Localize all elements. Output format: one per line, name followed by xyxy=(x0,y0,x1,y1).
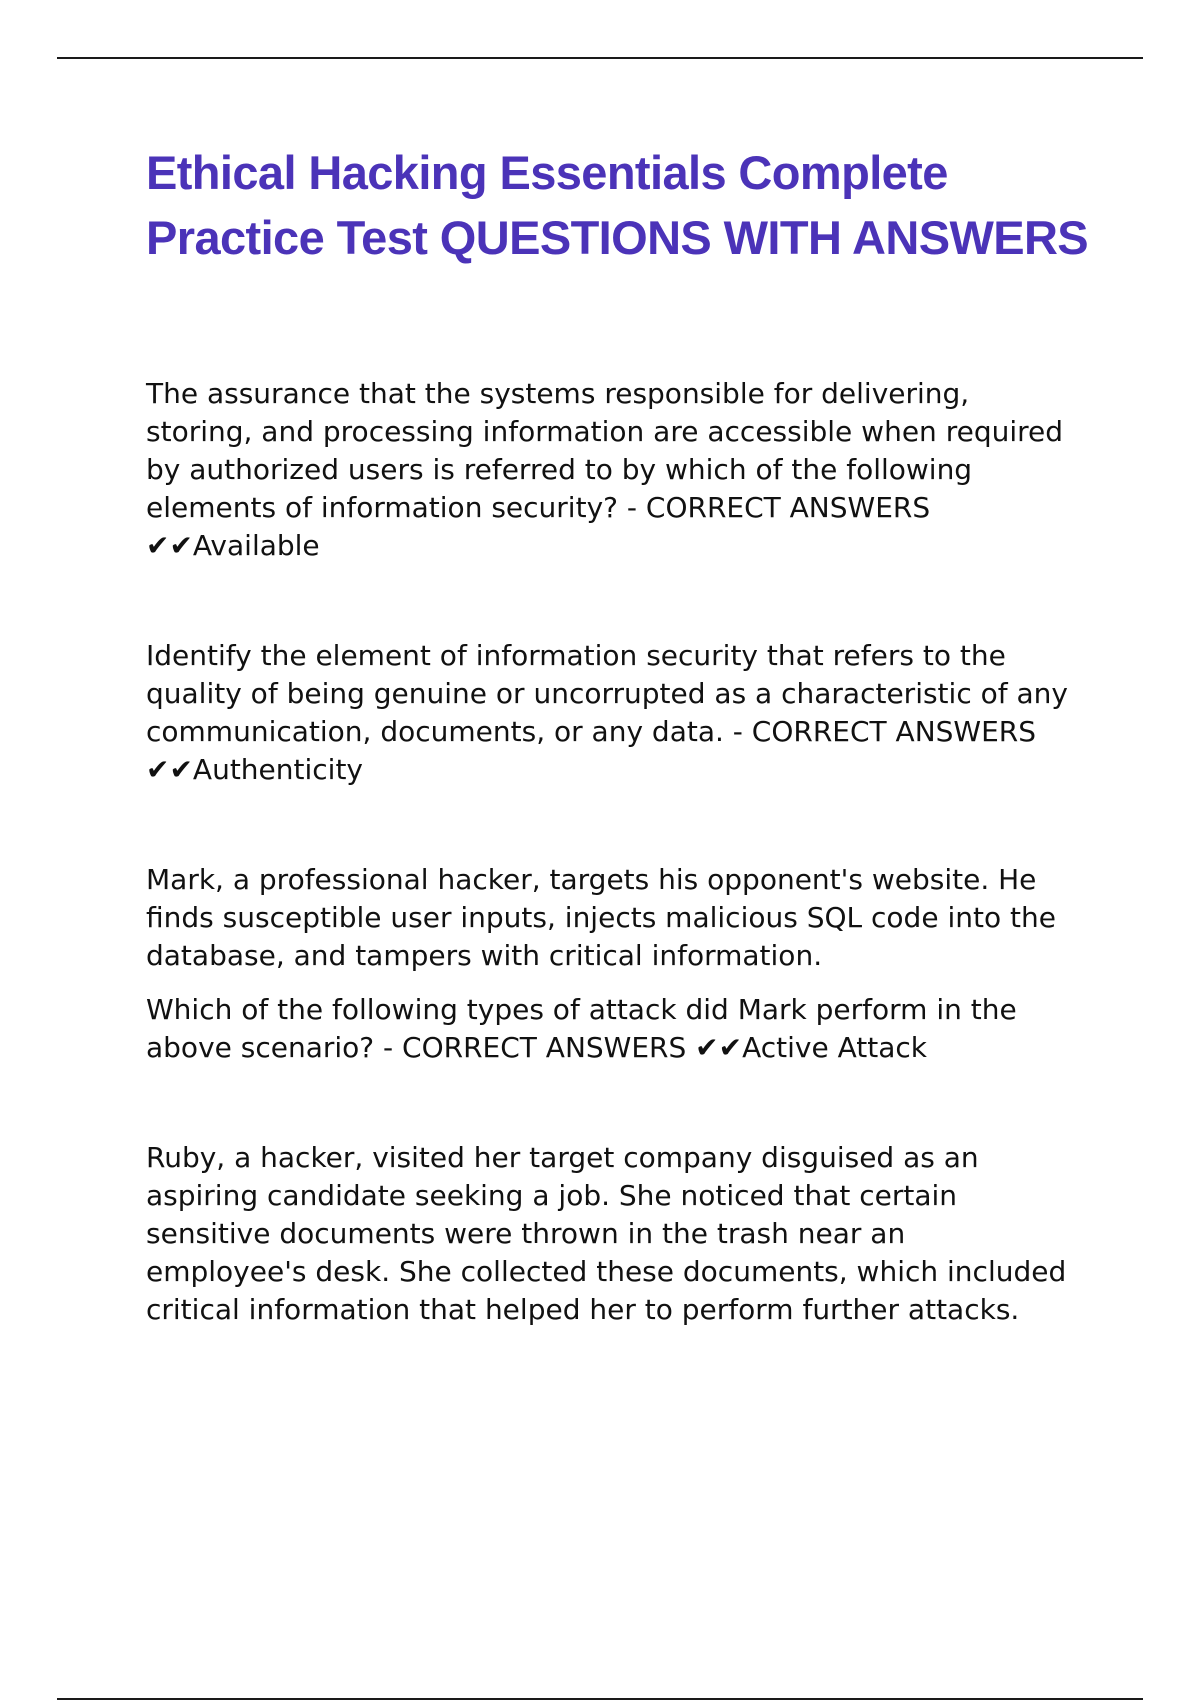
document-body xyxy=(146,140,1096,1401)
question-item xyxy=(146,1139,1096,1329)
question-item xyxy=(146,637,1096,789)
question-list xyxy=(146,375,1096,1329)
question-text: The assurance that the systems responsible for delivering, storing, and processing information are accessible when required by authorized users is referred to by which of the following elements of information security? - CORRECT ANSWERS ✔✔Available xyxy=(146,377,1064,562)
top-rule xyxy=(57,57,1143,59)
question-text: Identify the element of information security that refers to the quality of being genuine or uncorrupted as a characteristic of any communication, documents, or any data. - CORRECT ANSWERS ✔✔Authenticity xyxy=(146,639,1068,786)
question-text: Ruby, a hacker, visited her target company disguised as an aspiring candidate seeking a job. She noticed that certain sensitive documents were thrown in the trash near an employee's desk. She collected these documents, which included critical information that helped her to perform further attacks. xyxy=(146,1141,1067,1326)
question-item xyxy=(146,861,1096,1067)
question-text: Which of the following types of attack did Mark perform in the above scenario? - CORRECT ANSWERS ✔✔Active Attack xyxy=(146,993,1017,1064)
question-text: Mark, a professional hacker, targets his opponent's website. He finds susceptible user inputs, injects malicious SQL code into the database, and tampers with critical information. xyxy=(146,863,1056,972)
document-title: Ethical Hacking Essentials Complete Practice Test QUESTIONS WITH ANSWERS xyxy=(146,146,1089,264)
question-item xyxy=(146,375,1096,565)
